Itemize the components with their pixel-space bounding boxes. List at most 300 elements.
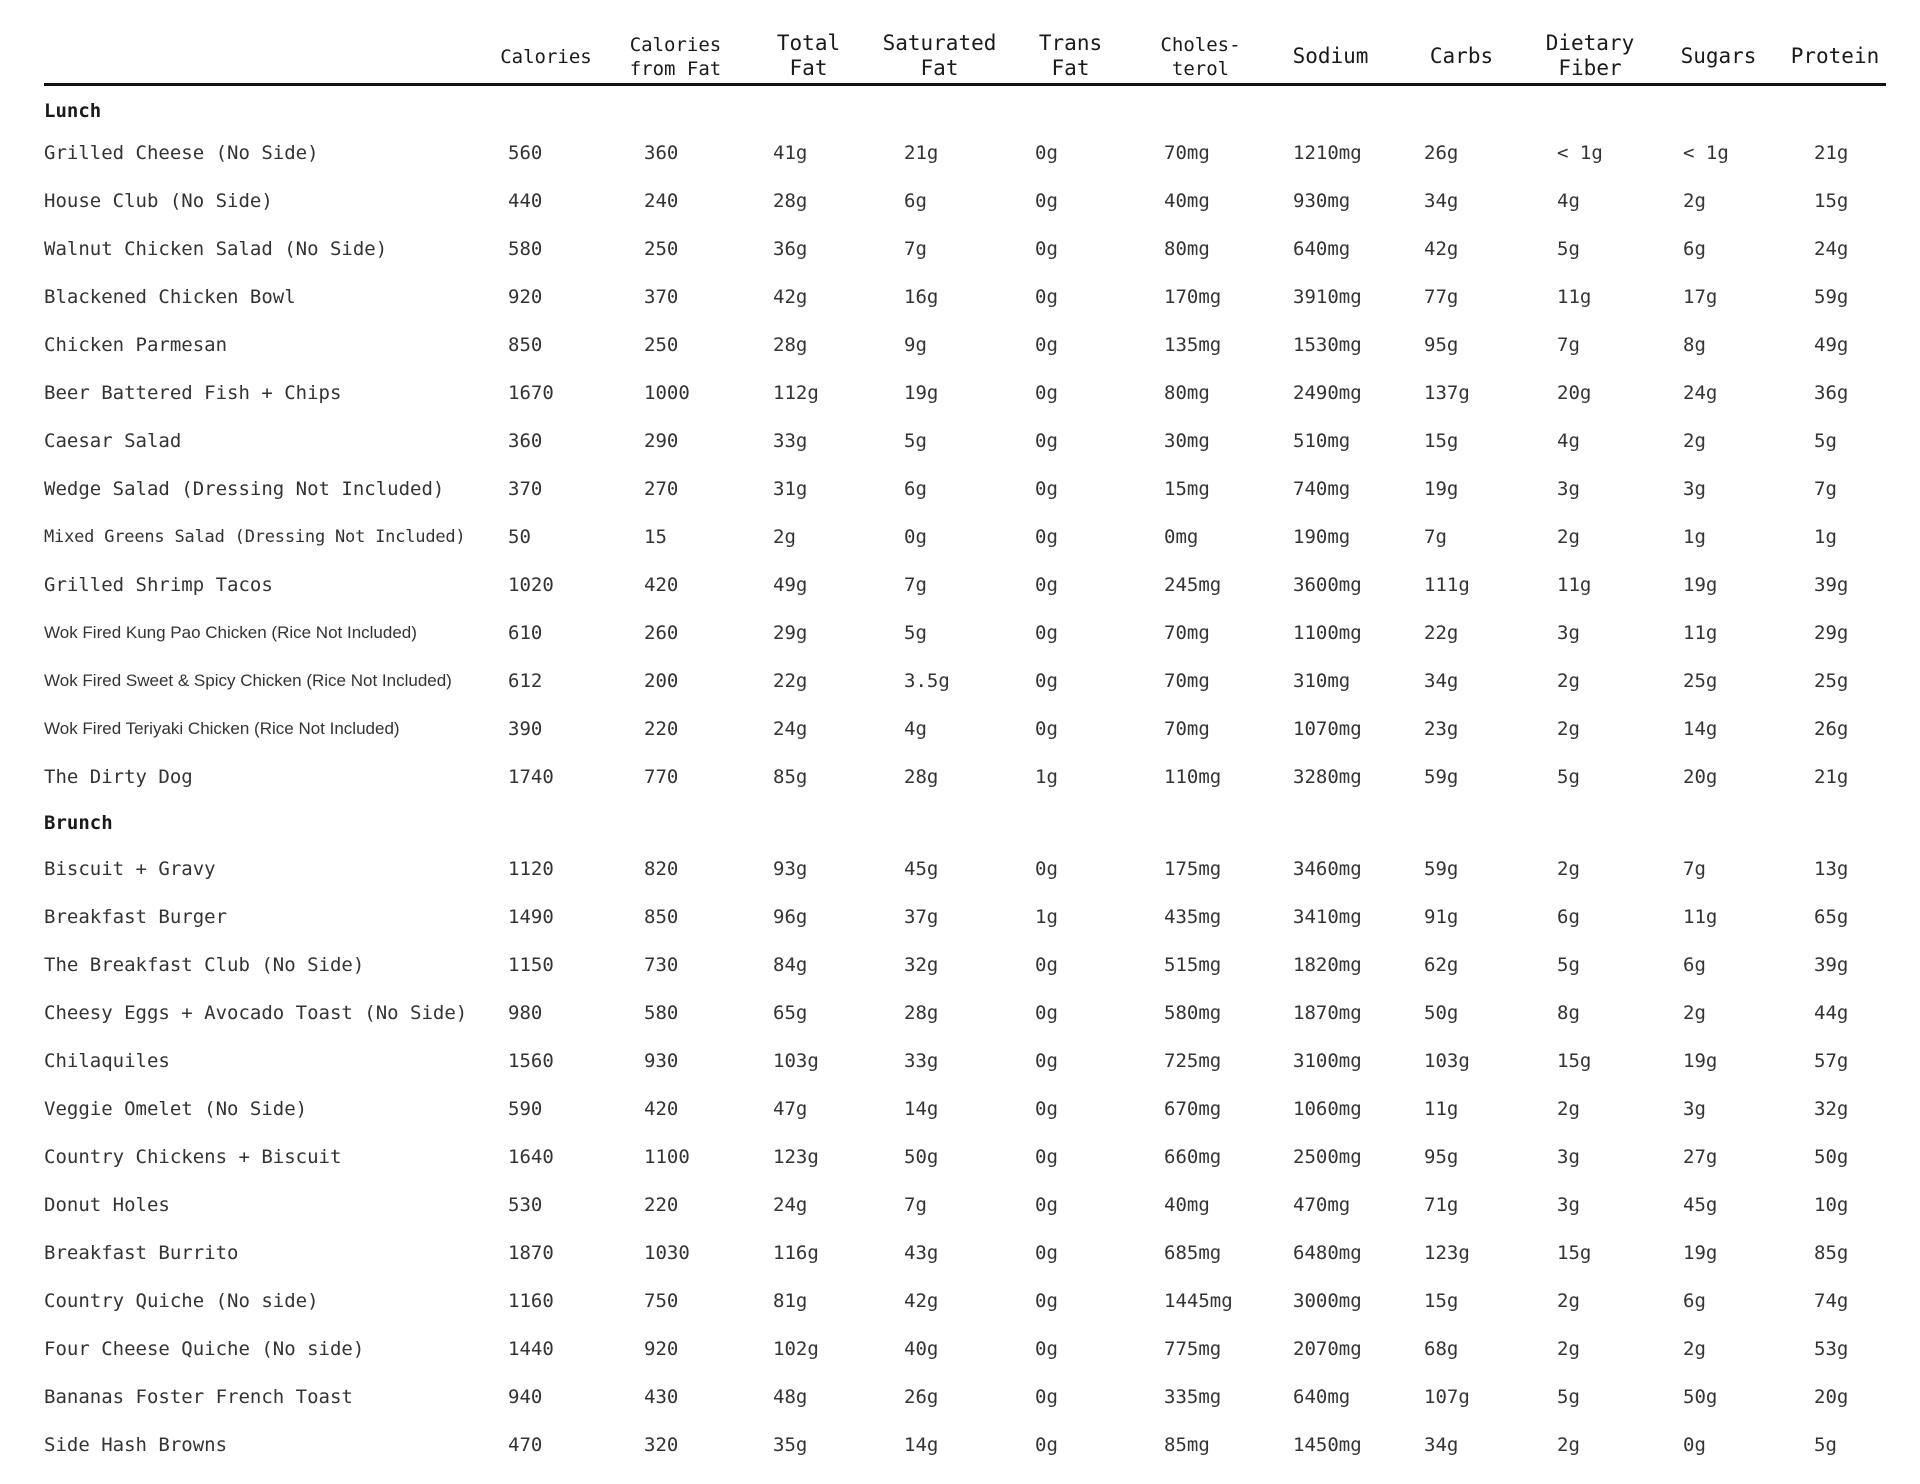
cell-calories: 1560 [508, 1050, 554, 1072]
cell-sugars: 8g [1683, 334, 1706, 356]
cell-total-fat: 96g [773, 906, 808, 928]
cell-saturated-fat: 40g [904, 1338, 939, 1360]
item-name: The Dirty Dog [44, 766, 193, 788]
cell-carbs: 26g [1424, 142, 1459, 164]
cell-calories-from-fat: 250 [644, 238, 679, 260]
item-name: Cheesy Eggs + Avocado Toast (No Side) [44, 1002, 468, 1024]
cell-carbs: 62g [1424, 954, 1459, 976]
cell-sugars: 50g [1683, 1386, 1718, 1408]
cell-saturated-fat: 0g [904, 526, 927, 548]
cell-dietary-fiber: < 1g [1557, 142, 1603, 164]
cell-protein: 20g [1814, 1386, 1849, 1408]
cell-saturated-fat: 37g [904, 906, 939, 928]
cell-calories-from-fat: 200 [644, 670, 679, 692]
cell-carbs: 19g [1424, 478, 1459, 500]
cell-protein: 74g [1814, 1290, 1849, 1312]
cell-cholesterol: 110mg [1164, 766, 1222, 788]
cell-sodium: 3460mg [1293, 858, 1362, 880]
table-row [44, 1373, 1886, 1421]
cell-calories-from-fat: 260 [644, 622, 679, 644]
cell-carbs: 95g [1424, 1146, 1459, 1168]
cell-total-fat: 65g [773, 1002, 808, 1024]
cell-total-fat: 81g [773, 1290, 808, 1312]
cell-dietary-fiber: 5g [1557, 1386, 1580, 1408]
header-item-name [44, 18, 484, 85]
item-name: Wok Fired Kung Pao Chicken (Rice Not Included) [44, 623, 417, 642]
cell-carbs: 123g [1424, 1242, 1470, 1264]
cell-trans-fat: 0g [1035, 190, 1058, 212]
cell-calories: 590 [508, 1098, 543, 1120]
cell-calories-from-fat: 1030 [644, 1242, 690, 1264]
cell-carbs: 59g [1424, 766, 1459, 788]
header-row [44, 18, 1886, 85]
cell-carbs: 71g [1424, 1194, 1459, 1216]
cell-calories: 1150 [508, 954, 554, 976]
table-row [44, 177, 1886, 225]
cell-total-fat: 31g [773, 478, 808, 500]
item-name: Side Hash Browns [44, 1434, 228, 1456]
cell-sodium: 640mg [1293, 1386, 1351, 1408]
item-name: Wok Fired Sweet & Spicy Chicken (Rice Not Included) [44, 671, 452, 690]
cell-sugars: 20g [1683, 766, 1718, 788]
item-name: Donut Holes [44, 1194, 170, 1216]
cell-saturated-fat: 28g [904, 766, 939, 788]
cell-trans-fat: 0g [1035, 1194, 1058, 1216]
cell-dietary-fiber: 6g [1557, 906, 1580, 928]
cell-calories-from-fat: 220 [644, 718, 679, 740]
cell-cholesterol: 80mg [1164, 382, 1210, 404]
cell-sodium: 1210mg [1293, 142, 1362, 164]
table-row [44, 989, 1886, 1037]
cell-protein: 32g [1814, 1098, 1849, 1120]
cell-cholesterol: 85mg [1164, 1434, 1210, 1456]
cell-dietary-fiber: 5g [1557, 954, 1580, 976]
cell-saturated-fat: 45g [904, 858, 939, 880]
cell-dietary-fiber: 3g [1557, 622, 1580, 644]
table-row [44, 1181, 1886, 1229]
header-sugars: Sugars [1653, 18, 1784, 85]
cell-protein: 50g [1814, 1146, 1849, 1168]
table-row [44, 513, 1886, 561]
cell-trans-fat: 0g [1035, 1098, 1058, 1120]
section-title: Lunch [44, 99, 102, 122]
cell-saturated-fat: 4g [904, 718, 927, 740]
table-row [44, 1229, 1886, 1277]
table-row [44, 893, 1886, 941]
cell-sugars: 19g [1683, 1050, 1718, 1072]
cell-total-fat: 33g [773, 430, 808, 452]
cell-saturated-fat: 16g [904, 286, 939, 308]
cell-calories: 610 [508, 622, 543, 644]
cell-trans-fat: 0g [1035, 1338, 1058, 1360]
item-name: Breakfast Burrito [44, 1242, 239, 1264]
cell-trans-fat: 0g [1035, 574, 1058, 596]
cell-calories-from-fat: 930 [644, 1050, 679, 1072]
cell-sugars: 3g [1683, 1098, 1706, 1120]
item-name: Caesar Salad [44, 430, 182, 452]
cell-trans-fat: 0g [1035, 286, 1058, 308]
cell-saturated-fat: 5g [904, 430, 927, 452]
cell-trans-fat: 0g [1035, 1050, 1058, 1072]
cell-total-fat: 49g [773, 574, 808, 596]
cell-cholesterol: 175mg [1164, 858, 1222, 880]
cell-protein: 10g [1814, 1194, 1849, 1216]
cell-dietary-fiber: 2g [1557, 1434, 1580, 1456]
cell-sugars: 24g [1683, 382, 1718, 404]
cell-total-fat: 35g [773, 1434, 808, 1456]
item-name: Grilled Cheese (No Side) [44, 142, 319, 164]
table-row [44, 1085, 1886, 1133]
cell-calories-from-fat: 270 [644, 478, 679, 500]
cell-total-fat: 42g [773, 286, 808, 308]
cell-saturated-fat: 33g [904, 1050, 939, 1072]
item-name: Chilaquiles [44, 1050, 170, 1072]
header-carbs: Carbs [1396, 18, 1527, 85]
table-row [44, 465, 1886, 513]
cell-trans-fat: 0g [1035, 1242, 1058, 1264]
cell-trans-fat: 0g [1035, 1434, 1058, 1456]
cell-protein: 5g [1814, 430, 1837, 452]
cell-cholesterol: 15mg [1164, 478, 1210, 500]
cell-total-fat: 28g [773, 334, 808, 356]
cell-saturated-fat: 32g [904, 954, 939, 976]
cell-sugars: 14g [1683, 718, 1718, 740]
cell-calories: 1490 [508, 906, 554, 928]
table-row [44, 1421, 1886, 1469]
item-name: Wok Fired Teriyaki Chicken (Rice Not Included) [44, 719, 400, 738]
header-calories-from-fat: Calories from Fat [608, 18, 743, 85]
cell-dietary-fiber: 3g [1557, 478, 1580, 500]
section-header [44, 801, 1886, 845]
item-name: House Club (No Side) [44, 190, 273, 212]
item-name: Blackened Chicken Bowl [44, 286, 296, 308]
cell-saturated-fat: 7g [904, 1194, 927, 1216]
cell-sodium: 1820mg [1293, 954, 1362, 976]
cell-saturated-fat: 5g [904, 622, 927, 644]
cell-calories: 940 [508, 1386, 543, 1408]
cell-saturated-fat: 50g [904, 1146, 939, 1168]
table-row [44, 845, 1886, 893]
cell-calories: 470 [508, 1434, 543, 1456]
cell-calories-from-fat: 370 [644, 286, 679, 308]
cell-carbs: 68g [1424, 1338, 1459, 1360]
cell-total-fat: 36g [773, 238, 808, 260]
nutrition-table-page [44, 18, 1886, 1469]
cell-cholesterol: 135mg [1164, 334, 1222, 356]
cell-cholesterol: 70mg [1164, 670, 1210, 692]
cell-trans-fat: 0g [1035, 670, 1058, 692]
cell-calories: 612 [508, 670, 543, 692]
cell-dietary-fiber: 8g [1557, 1002, 1580, 1024]
cell-sugars: 19g [1683, 1242, 1718, 1264]
nutrition-table [44, 18, 1886, 1469]
cell-carbs: 34g [1424, 670, 1459, 692]
cell-cholesterol: 80mg [1164, 238, 1210, 260]
cell-calories: 1020 [508, 574, 554, 596]
cell-carbs: 34g [1424, 1434, 1459, 1456]
table-row [44, 321, 1886, 369]
cell-saturated-fat: 19g [904, 382, 939, 404]
cell-sugars: 27g [1683, 1146, 1718, 1168]
cell-sugars: 1g [1683, 526, 1706, 548]
cell-trans-fat: 0g [1035, 1002, 1058, 1024]
cell-calories-from-fat: 580 [644, 1002, 679, 1024]
cell-protein: 39g [1814, 954, 1849, 976]
cell-saturated-fat: 6g [904, 190, 927, 212]
cell-saturated-fat: 21g [904, 142, 939, 164]
cell-trans-fat: 0g [1035, 430, 1058, 452]
table-row [44, 609, 1886, 657]
cell-total-fat: 28g [773, 190, 808, 212]
cell-sodium: 3280mg [1293, 766, 1362, 788]
cell-sugars: 25g [1683, 670, 1718, 692]
cell-calories-from-fat: 220 [644, 1194, 679, 1216]
cell-carbs: 42g [1424, 238, 1459, 260]
cell-cholesterol: 40mg [1164, 1194, 1210, 1216]
cell-carbs: 95g [1424, 334, 1459, 356]
cell-total-fat: 29g [773, 622, 808, 644]
item-name: Beer Battered Fish + Chips [44, 382, 342, 404]
cell-protein: 7g [1814, 478, 1837, 500]
cell-cholesterol: 40mg [1164, 190, 1210, 212]
cell-saturated-fat: 14g [904, 1434, 939, 1456]
table-row [44, 753, 1886, 801]
cell-trans-fat: 0g [1035, 142, 1058, 164]
cell-calories: 1440 [508, 1338, 554, 1360]
cell-total-fat: 24g [773, 1194, 808, 1216]
cell-carbs: 7g [1424, 526, 1447, 548]
cell-calories: 1870 [508, 1242, 554, 1264]
cell-carbs: 111g [1424, 574, 1470, 596]
cell-saturated-fat: 3.5g [904, 670, 950, 692]
cell-trans-fat: 0g [1035, 954, 1058, 976]
cell-sodium: 1060mg [1293, 1098, 1362, 1120]
table-header [44, 18, 1886, 85]
cell-carbs: 137g [1424, 382, 1470, 404]
cell-protein: 29g [1814, 622, 1849, 644]
cell-saturated-fat: 42g [904, 1290, 939, 1312]
section-title: Brunch [44, 812, 113, 834]
cell-total-fat: 112g [773, 382, 819, 404]
cell-carbs: 91g [1424, 906, 1459, 928]
cell-trans-fat: 0g [1035, 526, 1058, 548]
header-saturated-fat: Saturated Fat [874, 18, 1005, 85]
cell-total-fat: 22g [773, 670, 808, 692]
cell-total-fat: 47g [773, 1098, 808, 1120]
table-row [44, 1037, 1886, 1085]
section-header [44, 85, 1886, 130]
cell-trans-fat: 0g [1035, 1146, 1058, 1168]
cell-dietary-fiber: 3g [1557, 1146, 1580, 1168]
cell-carbs: 22g [1424, 622, 1459, 644]
cell-dietary-fiber: 4g [1557, 430, 1580, 452]
cell-calories: 580 [508, 238, 543, 260]
cell-calories-from-fat: 820 [644, 858, 679, 880]
cell-total-fat: 123g [773, 1146, 819, 1168]
item-name: Walnut Chicken Salad (No Side) [44, 238, 388, 260]
cell-sodium: 3410mg [1293, 906, 1362, 928]
cell-calories-from-fat: 360 [644, 142, 679, 164]
table-row [44, 1277, 1886, 1325]
cell-carbs: 15g [1424, 1290, 1459, 1312]
cell-calories: 360 [508, 430, 543, 452]
cell-protein: 21g [1814, 766, 1849, 788]
header-trans-fat: Trans Fat [1005, 18, 1136, 85]
cell-sodium: 2490mg [1293, 382, 1362, 404]
cell-calories: 1740 [508, 766, 554, 788]
cell-protein: 44g [1814, 1002, 1849, 1024]
cell-carbs: 15g [1424, 430, 1459, 452]
table-row [44, 941, 1886, 989]
cell-trans-fat: 0g [1035, 334, 1058, 356]
cell-cholesterol: 435mg [1164, 906, 1222, 928]
cell-calories-from-fat: 320 [644, 1434, 679, 1456]
cell-trans-fat: 0g [1035, 718, 1058, 740]
cell-total-fat: 41g [773, 142, 808, 164]
cell-saturated-fat: 26g [904, 1386, 939, 1408]
header-total-fat: Total Fat [743, 18, 874, 85]
cell-dietary-fiber: 20g [1557, 382, 1592, 404]
cell-cholesterol: 725mg [1164, 1050, 1222, 1072]
cell-calories-from-fat: 290 [644, 430, 679, 452]
cell-protein: 59g [1814, 286, 1849, 308]
cell-sugars: 45g [1683, 1194, 1718, 1216]
item-name: Wedge Salad (Dressing Not Included) [44, 478, 445, 500]
cell-protein: 85g [1814, 1242, 1849, 1264]
cell-calories-from-fat: 750 [644, 1290, 679, 1312]
cell-saturated-fat: 9g [904, 334, 927, 356]
item-name: Country Quiche (No side) [44, 1290, 319, 1312]
table-row [44, 1133, 1886, 1181]
cell-protein: 26g [1814, 718, 1849, 740]
cell-dietary-fiber: 2g [1557, 526, 1580, 548]
cell-cholesterol: 70mg [1164, 622, 1210, 644]
cell-total-fat: 103g [773, 1050, 819, 1072]
table-row [44, 225, 1886, 273]
cell-sugars: 3g [1683, 478, 1706, 500]
item-name: Breakfast Burger [44, 906, 228, 928]
cell-calories: 560 [508, 142, 543, 164]
cell-protein: 65g [1814, 906, 1849, 928]
cell-calories: 920 [508, 286, 543, 308]
cell-carbs: 11g [1424, 1098, 1459, 1120]
cell-sugars: 6g [1683, 238, 1706, 260]
cell-calories: 980 [508, 1002, 543, 1024]
cell-dietary-fiber: 2g [1557, 1338, 1580, 1360]
cell-cholesterol: 1445mg [1164, 1290, 1233, 1312]
header-cholesterol: Choles- terol [1136, 18, 1265, 85]
cell-sodium: 190mg [1293, 526, 1351, 548]
cell-carbs: 50g [1424, 1002, 1459, 1024]
cell-carbs: 77g [1424, 286, 1459, 308]
cell-sugars: 2g [1683, 190, 1706, 212]
header-calories: Calories [484, 18, 608, 85]
cell-total-fat: 93g [773, 858, 808, 880]
cell-protein: 25g [1814, 670, 1849, 692]
item-name: Bananas Foster French Toast [44, 1386, 353, 1408]
cell-calories: 370 [508, 478, 543, 500]
cell-protein: 53g [1814, 1338, 1849, 1360]
cell-cholesterol: 515mg [1164, 954, 1222, 976]
cell-total-fat: 116g [773, 1242, 819, 1264]
cell-calories-from-fat: 850 [644, 906, 679, 928]
cell-trans-fat: 0g [1035, 622, 1058, 644]
cell-protein: 57g [1814, 1050, 1849, 1072]
cell-total-fat: 85g [773, 766, 808, 788]
cell-calories-from-fat: 15 [644, 526, 667, 548]
cell-calories-from-fat: 1000 [644, 382, 690, 404]
cell-sugars: 11g [1683, 622, 1718, 644]
cell-sugars: 17g [1683, 286, 1718, 308]
cell-cholesterol: 245mg [1164, 574, 1222, 596]
cell-protein: 15g [1814, 190, 1849, 212]
cell-calories-from-fat: 1100 [644, 1146, 690, 1168]
cell-sugars: 2g [1683, 1002, 1706, 1024]
table-row [44, 369, 1886, 417]
item-name: Mixed Greens Salad (Dressing Not Included) [44, 527, 466, 547]
cell-dietary-fiber: 2g [1557, 718, 1580, 740]
cell-calories: 1670 [508, 382, 554, 404]
cell-trans-fat: 0g [1035, 382, 1058, 404]
cell-carbs: 23g [1424, 718, 1459, 740]
cell-sodium: 3100mg [1293, 1050, 1362, 1072]
cell-sodium: 2070mg [1293, 1338, 1362, 1360]
cell-sodium: 3600mg [1293, 574, 1362, 596]
cell-dietary-fiber: 11g [1557, 286, 1592, 308]
cell-cholesterol: 70mg [1164, 142, 1210, 164]
cell-cholesterol: 70mg [1164, 718, 1210, 740]
header-sodium: Sodium [1265, 18, 1396, 85]
cell-dietary-fiber: 3g [1557, 1194, 1580, 1216]
cell-dietary-fiber: 11g [1557, 574, 1592, 596]
cell-sodium: 1870mg [1293, 1002, 1362, 1024]
cell-protein: 36g [1814, 382, 1849, 404]
cell-dietary-fiber: 15g [1557, 1242, 1592, 1264]
item-name: Veggie Omelet (No Side) [44, 1098, 308, 1120]
cell-cholesterol: 335mg [1164, 1386, 1222, 1408]
cell-saturated-fat: 7g [904, 574, 927, 596]
cell-saturated-fat: 28g [904, 1002, 939, 1024]
cell-calories: 1160 [508, 1290, 554, 1312]
table-row [44, 129, 1886, 177]
cell-trans-fat: 0g [1035, 478, 1058, 500]
item-name: Biscuit + Gravy [44, 858, 216, 880]
item-name: Country Chickens + Biscuit [44, 1146, 342, 1168]
cell-sugars: 2g [1683, 430, 1706, 452]
cell-cholesterol: 30mg [1164, 430, 1210, 452]
cell-dietary-fiber: 7g [1557, 334, 1580, 356]
cell-calories-from-fat: 420 [644, 574, 679, 596]
cell-protein: 39g [1814, 574, 1849, 596]
cell-sugars: < 1g [1683, 142, 1729, 164]
cell-saturated-fat: 6g [904, 478, 927, 500]
cell-cholesterol: 660mg [1164, 1146, 1222, 1168]
item-name: The Breakfast Club (No Side) [44, 954, 365, 976]
cell-carbs: 103g [1424, 1050, 1470, 1072]
item-name: Chicken Parmesan [44, 334, 228, 356]
cell-protein: 13g [1814, 858, 1849, 880]
cell-sodium: 510mg [1293, 430, 1351, 452]
cell-sugars: 0g [1683, 1434, 1706, 1456]
cell-sodium: 470mg [1293, 1194, 1351, 1216]
cell-calories: 1120 [508, 858, 554, 880]
cell-calories-from-fat: 730 [644, 954, 679, 976]
cell-sodium: 740mg [1293, 478, 1351, 500]
cell-sugars: 6g [1683, 1290, 1706, 1312]
cell-sodium: 930mg [1293, 190, 1351, 212]
header-dietary-fiber: Dietary Fiber [1527, 18, 1653, 85]
cell-calories: 530 [508, 1194, 543, 1216]
